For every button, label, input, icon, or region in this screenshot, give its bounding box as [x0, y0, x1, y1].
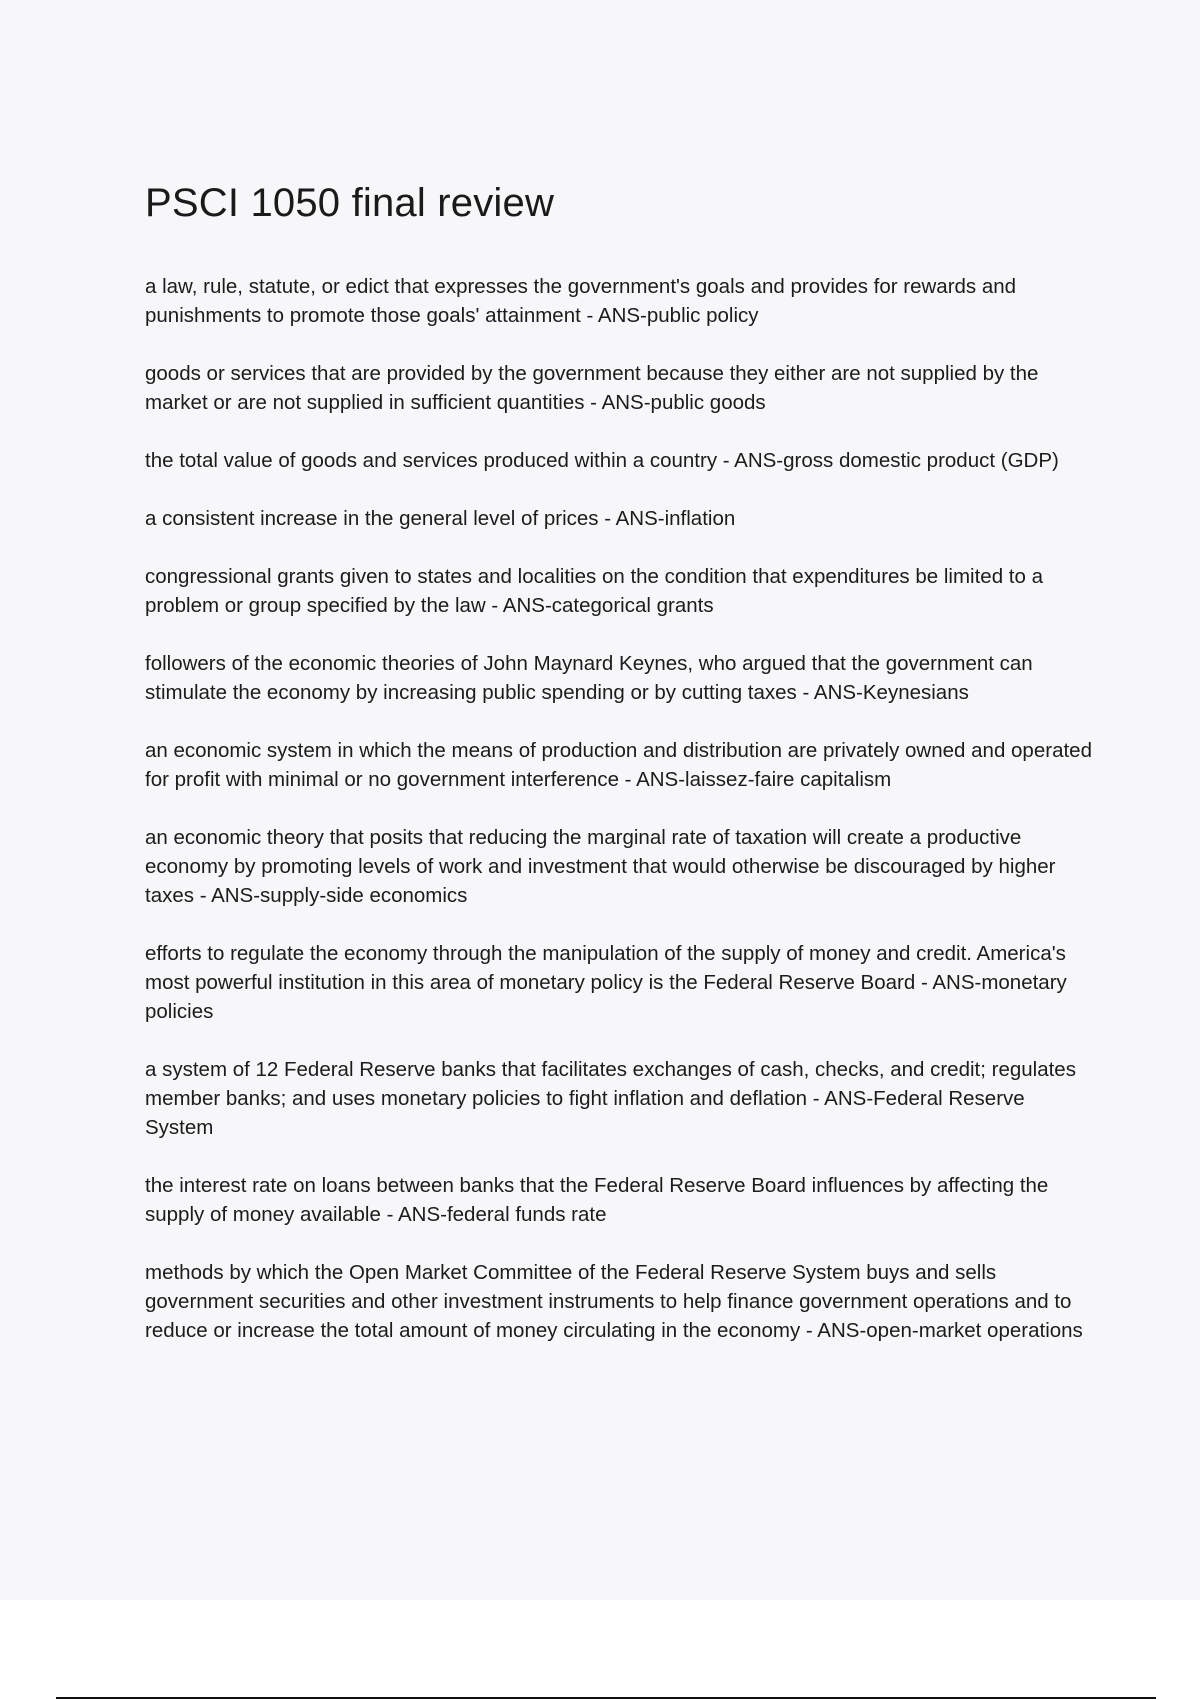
definition-entry: an economic system in which the means of production and distribution are privately owned and operated for profit with minimal or no government interference - ANS-laissez-faire capitalism: [145, 739, 1092, 791]
definition-entry: a system of 12 Federal Reserve banks that facilitates exchanges of cash, checks, and credit; regulates member banks; and uses monetary policies to fight inflation and deflation - ANS-Federal Reserve System: [145, 1058, 1076, 1139]
definition-entry: followers of the economic theories of John Maynard Keynes, who argued that the government can stimulate the economy by increasing public spending or by cutting taxes - ANS-Keynesians: [145, 652, 1033, 704]
definition-entry: a law, rule, statute, or edict that expresses the government's goals and provides for rewards and punishments to promote those goals' attainment - ANS-public policy: [145, 275, 1017, 327]
footer-divider: [56, 1697, 1156, 1699]
definition-entry: an economic theory that posits that reducing the marginal rate of taxation will create a productive economy by promoting levels of work and investment that would otherwise be discouraged by higher taxes - ANS-supply-side economics: [145, 826, 1056, 907]
document-body: [145, 180, 1095, 1374]
definition-entry: the interest rate on loans between banks that the Federal Reserve Board influences by affecting the supply of money available - ANS-federal funds rate: [145, 1174, 1049, 1226]
definition-entry: goods or services that are provided by the government because they either are not supplied by the market or are not supplied in sufficient quantities - ANS-public goods: [145, 362, 1039, 414]
definition-entry: efforts to regulate the economy through the manipulation of the supply of money and credit. America's most powerful institution in this area of monetary policy is the Federal Reserve Board - ANS-monetary policies: [145, 942, 1067, 1023]
definition-entry: a consistent increase in the general level of prices - ANS-inflation: [145, 507, 736, 530]
definition-entry: the total value of goods and services produced within a country - ANS-gross domestic product (GDP): [145, 449, 1059, 472]
document-title: PSCI 1050 final review: [145, 181, 555, 225]
definition-entry: congressional grants given to states and localities on the condition that expenditures be limited to a problem or group specified by the law - ANS-categorical grants: [145, 565, 1043, 617]
definition-entry: methods by which the Open Market Committee of the Federal Reserve System buys and sells government securities and other investment instruments to help finance government operations and to reduce or increase the total amount of money circulating in the economy - ANS-open-market operations: [145, 1261, 1083, 1342]
